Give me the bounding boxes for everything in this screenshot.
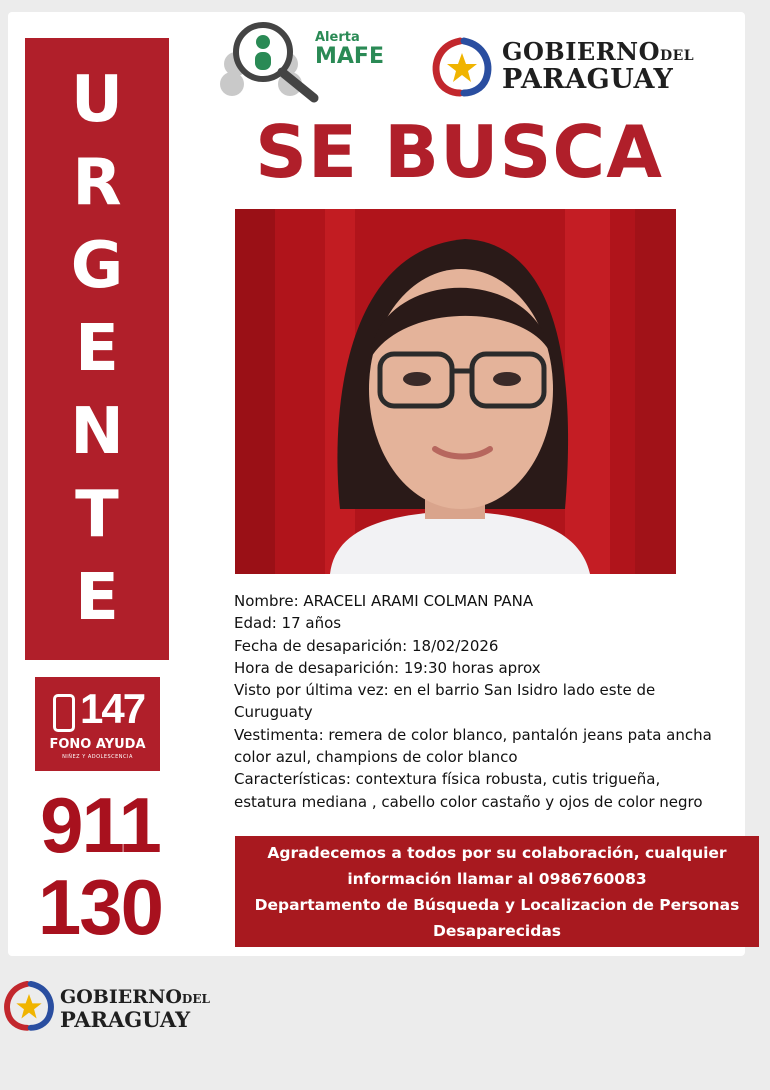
missing-person-photo bbox=[235, 209, 676, 574]
gobierno-del: DEL bbox=[181, 992, 210, 1006]
note-line: información llamar al 0986760083 bbox=[347, 869, 647, 888]
paraguay-title: PARAGUAY bbox=[502, 64, 674, 95]
emergency-number-911: 911 bbox=[40, 781, 160, 869]
detail-fecha: Fecha de desaparición: 18/02/2026 bbox=[234, 636, 499, 655]
contact-note bbox=[235, 836, 759, 947]
emergency-number-130: 130 bbox=[37, 863, 163, 951]
person-portrait bbox=[235, 209, 676, 574]
note-line: Agradecemos a todos por su colaboración, cualquier bbox=[267, 843, 727, 862]
mafe-label-top: Alerta bbox=[315, 30, 360, 45]
urgente-letter: R bbox=[72, 145, 122, 220]
urgente-word bbox=[70, 59, 124, 640]
gobierno-title: GOBIERNODEL bbox=[60, 986, 210, 1008]
urgente-banner bbox=[25, 38, 169, 660]
detail-caracteristicas: Características: contextura física robusta, cutis trigueña, estatura mediana , cabello color castaño y ojos de color negro bbox=[234, 770, 703, 811]
fono-label: FONO AYUDA bbox=[49, 737, 146, 752]
gobierno-title: GOBIERNODEL bbox=[502, 37, 695, 66]
urgente-letter: U bbox=[71, 62, 123, 137]
gobierno-del: DEL bbox=[660, 48, 695, 64]
detail-visto: Visto por última vez: en el barrio San Isidro lado este de Curuguaty bbox=[234, 681, 656, 722]
paraguay-emblem-icon bbox=[2, 978, 56, 1032]
note-line: Departamento de Búsqueda y Localizacion de Personas bbox=[254, 895, 740, 914]
urgente-letter: G bbox=[70, 228, 124, 303]
paraguay-title: PARAGUAY bbox=[60, 1007, 191, 1032]
detail-vestimenta: Vestimenta: remera de color blanco, pantalón jeans pata ancha color azul, champions de color blanco bbox=[234, 725, 712, 767]
detail-edad: Edad: 17 años bbox=[234, 614, 342, 633]
phone-icon bbox=[53, 694, 75, 732]
urgente-letter: E bbox=[75, 560, 119, 635]
magnifier-person-icon bbox=[218, 14, 323, 106]
detail-nombre: Nombre: ARACELI ARAMI COLMAN PANA bbox=[234, 592, 534, 610]
gobierno-logo-top bbox=[430, 35, 710, 100]
fono-ayuda-badge bbox=[35, 677, 160, 771]
detail-hora: Hora de desaparición: 19:30 horas aprox bbox=[234, 658, 541, 677]
paraguay-emblem-icon bbox=[430, 35, 494, 97]
alerta-mafe-logo bbox=[218, 14, 403, 104]
urgente-letter: T bbox=[75, 477, 119, 552]
urgente-letter: E bbox=[75, 311, 119, 386]
urgente-letter: N bbox=[70, 394, 124, 469]
fono-number: 147 bbox=[80, 685, 145, 732]
gobierno-logo-bottom bbox=[2, 978, 242, 1038]
note-line: Desaparecidas bbox=[432, 921, 562, 940]
mafe-label-main: MAFE bbox=[315, 44, 384, 69]
fono-sub-label: NIÑEZ Y ADOLESCENCIA bbox=[62, 754, 133, 760]
missing-person-details bbox=[234, 590, 714, 813]
page-title: SE BUSCA bbox=[255, 110, 663, 194]
